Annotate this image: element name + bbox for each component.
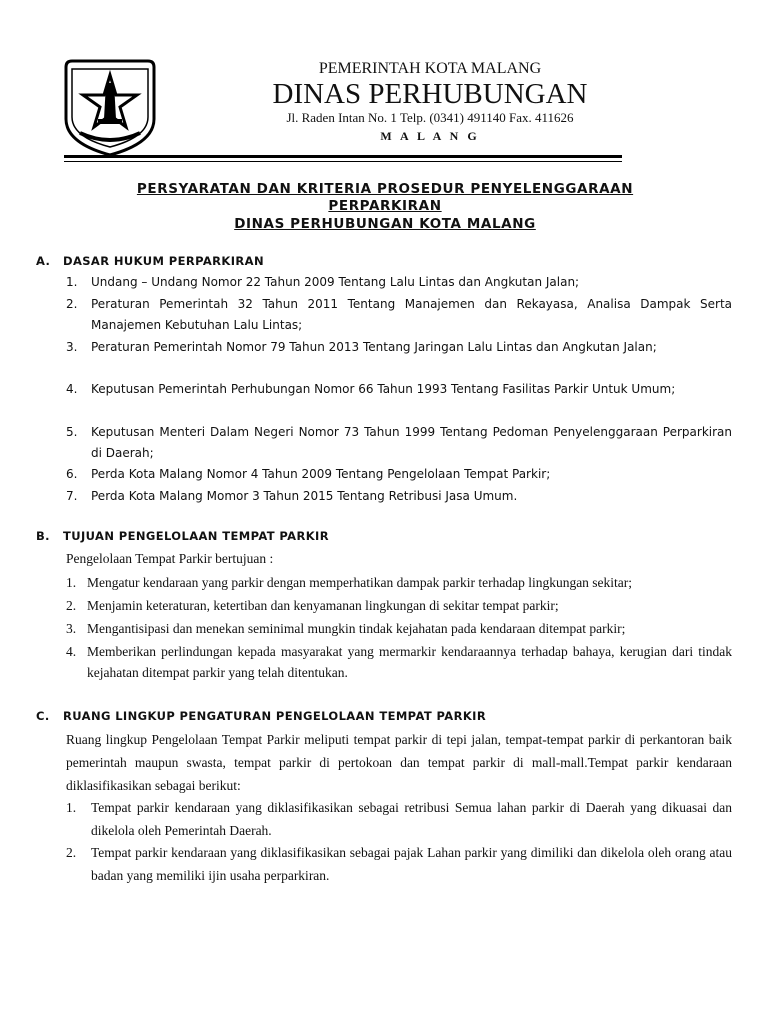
city-crest-logo-icon	[62, 57, 158, 159]
document-title-line-1: PERSYARATAN DAN KRITERIA PROSEDUR PENYELENGGARAAN	[136, 181, 634, 197]
section-c-heading: C. RUANG LINGKUP PENGATURAN PENGELOLAAN TEMPAT PARKIR	[36, 709, 487, 723]
header-divider-thick	[64, 155, 622, 158]
header-address: Jl. Raden Intan No. 1 Telp. (0341) 491140 Fax. 411626	[286, 110, 574, 125]
list-item: 1. Undang – Undang Nomor 22 Tahun 2009 Tentang Lalu Lintas dan Angkutan Jalan;	[66, 275, 580, 289]
list-item: 2. Peraturan Pemerintah 32 Tahun 2011 Tentang Manajemen dan Rekayasa, Analisa Dampak Serta Manajemen Kebutuhan Lalu Lintas;	[66, 297, 732, 332]
list-item: 2. Tempat parkir kendaraan yang diklasifikasikan sebagai pajak Lahan parkir yang dimiliki dan dikelola oleh orang atau badan yang memiliki ijin usaha perparkiran.	[66, 845, 732, 883]
section-c-intro: Ruang lingkup Pengelolaan Tempat Parkir meliputi tempat parkir di tepi jalan, tempat-tempat parkir di perkantoran baik pemerintah maupun swasta, tempat parkir di pertokoan dan tempat parkir di mall-mall.Tempat parkir kendaraan diklasifikasikan sebagai berikut:	[66, 732, 732, 793]
list-item: 7. Perda Kota Malang Momor 3 Tahun 2015 Tentang Retribusi Jasa Umum.	[66, 489, 518, 503]
list-item: 6. Perda Kota Malang Nomor 4 Tahun 2009 Tentang Pengelolaan Tempat Parkir;	[66, 467, 551, 481]
header-government-name: PEMERINTAH KOTA MALANG	[318, 60, 542, 77]
header-divider-thin	[64, 161, 622, 162]
list-item: 1. Tempat parkir kendaraan yang diklasifikasikan sebagai retribusi Semua lahan parkir di Daerah yang dikuasai dan dikelola oleh Pemerintah Daerah.	[66, 800, 732, 838]
list-item: 3. Mengantisipasi dan menekan seminimal mungkin tindak kejahatan pada kendaraan ditempat parkir;	[66, 621, 626, 636]
list-item: 2. Menjamin keteraturan, ketertiban dan kenyamanan lingkungan di sekitar tempat parkir;	[66, 598, 559, 613]
list-item: 3. Peraturan Pemerintah Nomor 79 Tahun 2013 Tentang Jaringan Lalu Lintas dan Angkutan Jalan;	[66, 340, 657, 354]
section-a-heading: A. DASAR HUKUM PERPARKIRAN	[36, 254, 264, 268]
document-title-line-3: DINAS PERHUBUNGAN KOTA MALANG	[234, 216, 536, 232]
header-agency-name: DINAS PERHUBUNGAN	[272, 78, 588, 110]
document-title-line-2: PERPARKIRAN	[328, 198, 442, 214]
list-item: 1. Mengatur kendaraan yang parkir dengan memperhatikan dampak parkir terhadap lingkungan sekitar;	[66, 575, 633, 590]
list-item: 5. Keputusan Menteri Dalam Negeri Nomor 73 Tahun 1999 Tentang Pedoman Penyelenggaraan Perparkiran di Daerah;	[66, 425, 732, 460]
list-item: 4. Keputusan Pemerintah Perhubungan Nomor 66 Tahun 1993 Tentang Fasilitas Parkir Untuk Umum;	[66, 382, 676, 396]
header-city: M A L A N G	[380, 129, 480, 143]
section-b-heading: B. TUJUAN PENGELOLAAN TEMPAT PARKIR	[36, 529, 329, 543]
section-b-intro: Pengelolaan Tempat Parkir bertujuan :	[66, 551, 274, 566]
list-item: 4. Memberikan perlindungan kepada masyarakat yang mermarkir kendaraannya terhadap bahaya, kerugian dari tindak kejahatan ditempat parkir yang telah ditentukan.	[66, 644, 732, 680]
